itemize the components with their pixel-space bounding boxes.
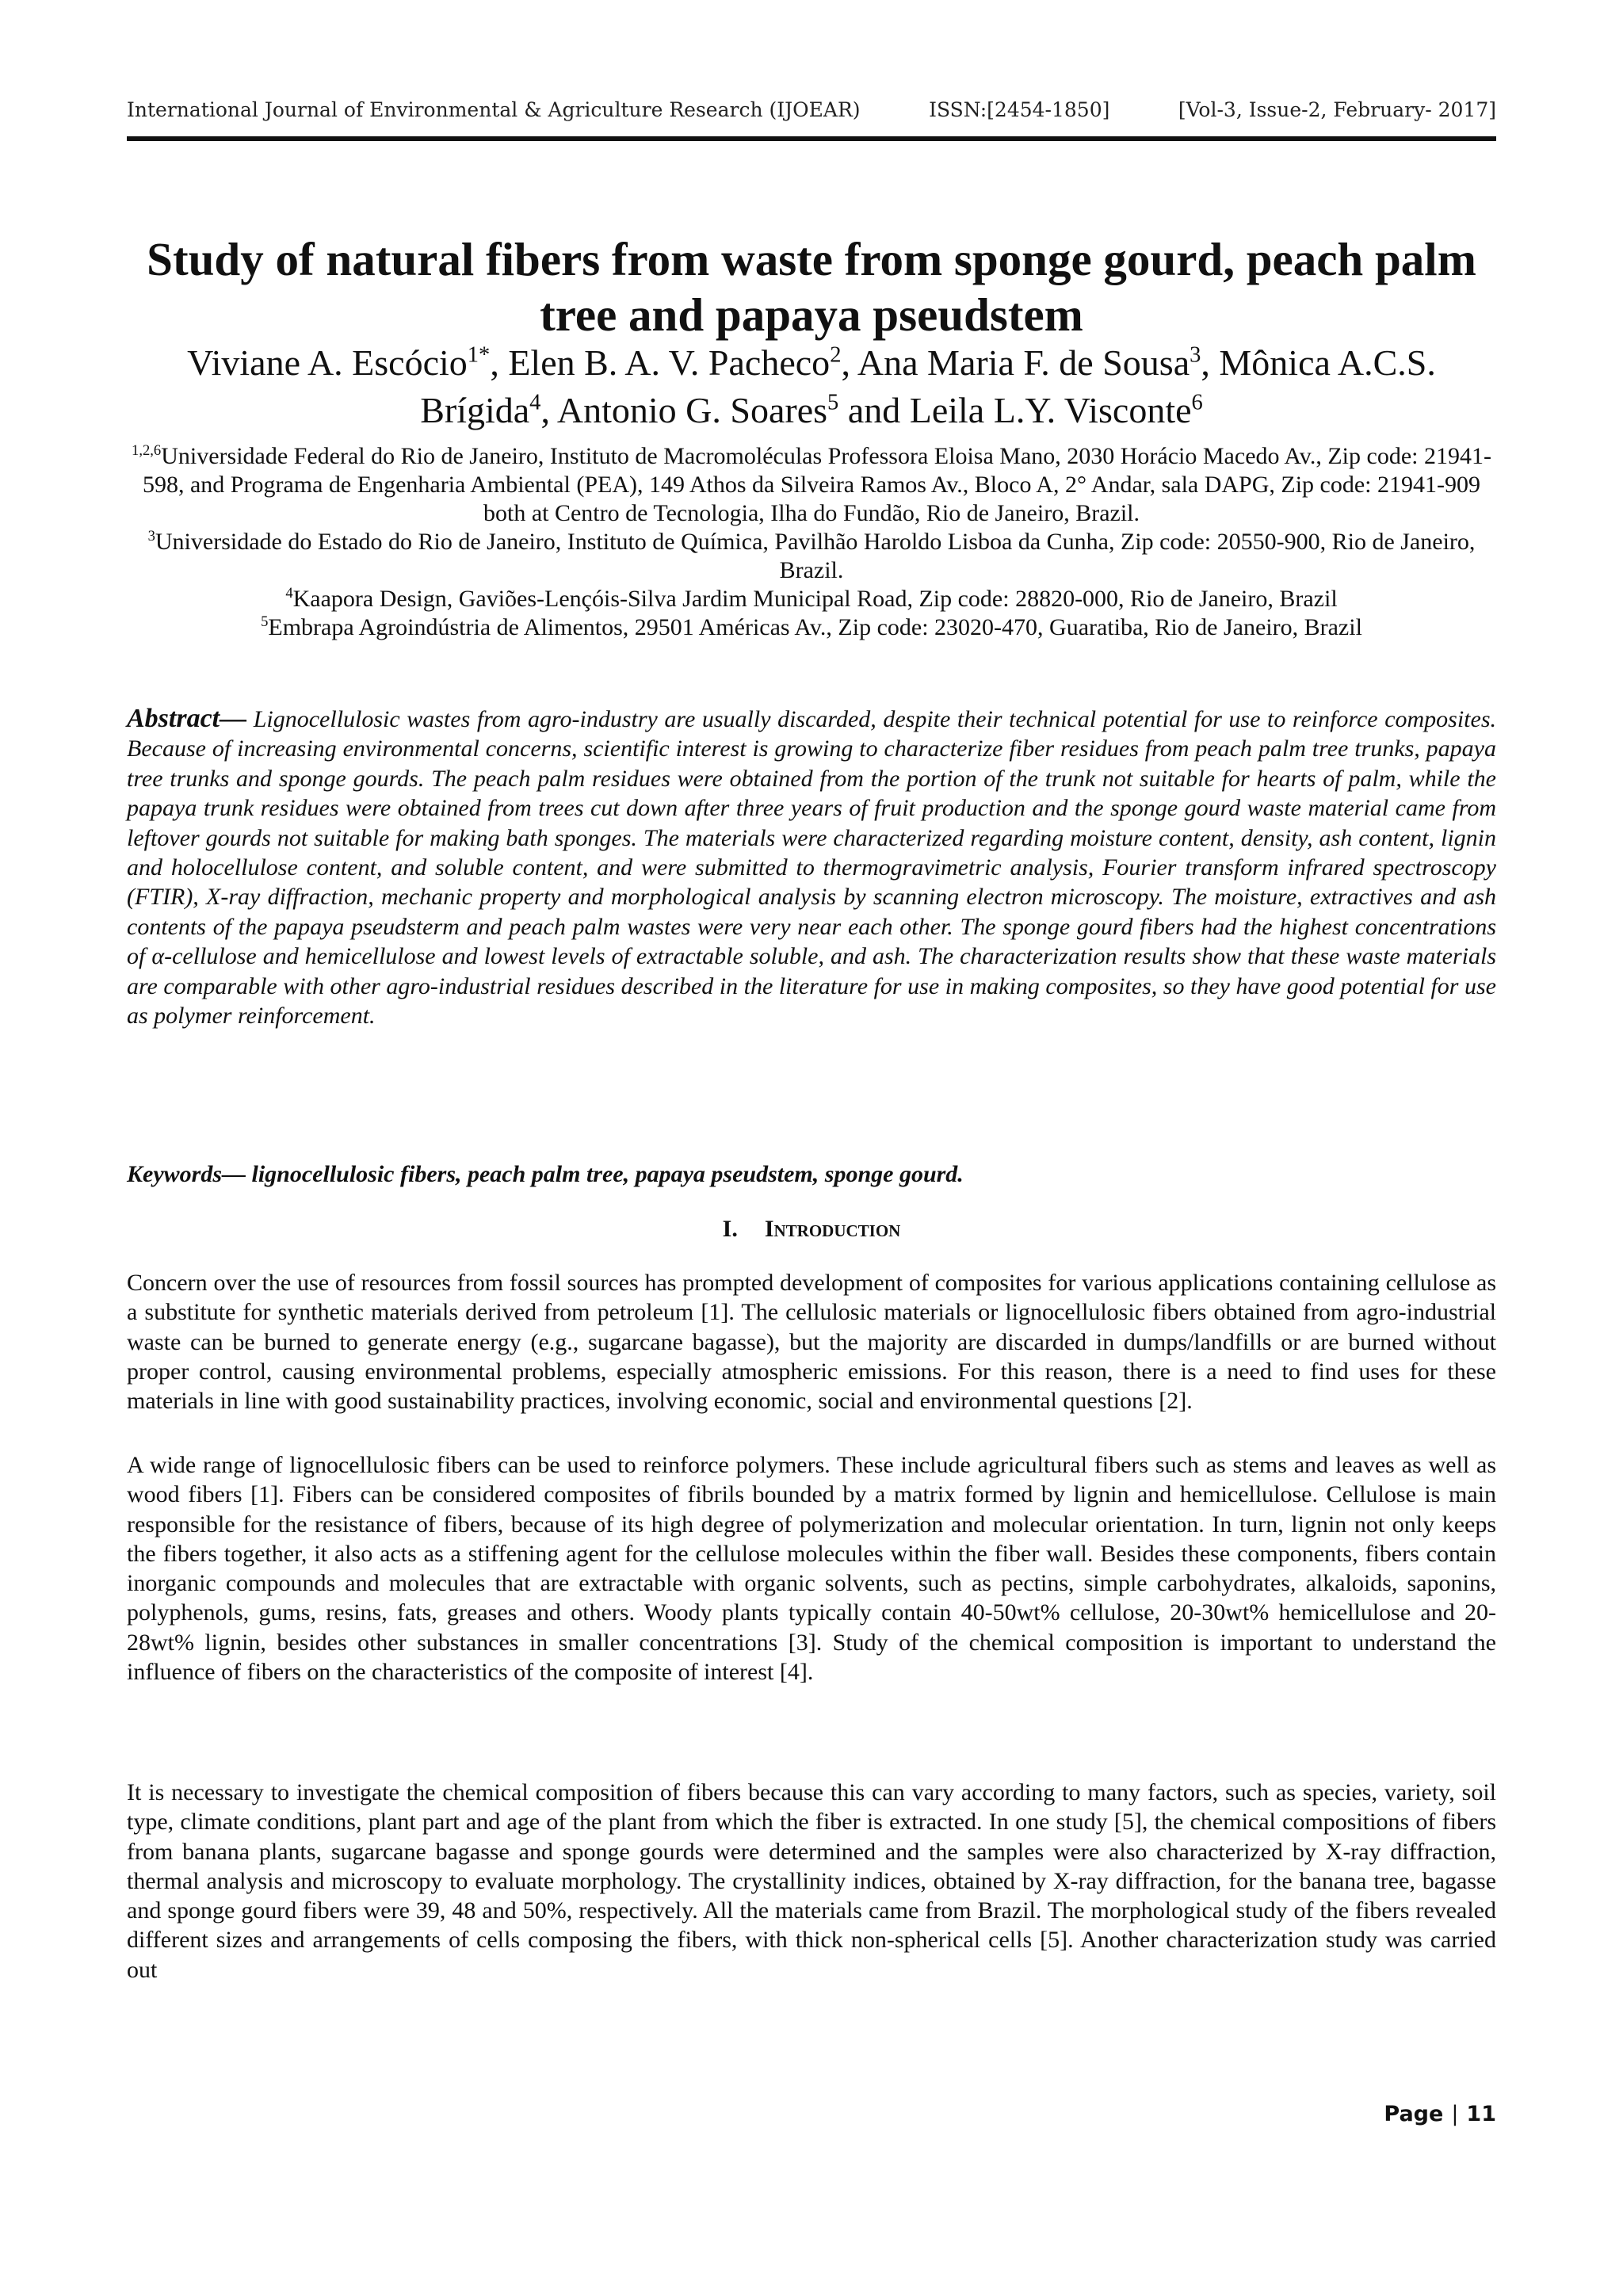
author-affiliation-mark: 2 [830, 342, 842, 368]
body-paragraph: A wide range of lignocellulosic fibers can be used to reinforce polymers. These include agricultural fibers such as stems and leaves as well as wood fibers [1]. Fibers can be considered composites of fibrils bounded by a matrix formed by lignin and hemicellulose. Cellulose is main responsible for the resistance of fibers, because of its high degree of polymerization and molecular orientation. In turn, lignin not only keeps the fibers together, it also acts as a stiffening agent for the cellulose molecules within the fiber wall. Besides these components, fibers contain inorganic compounds and molecules that are extractable with organic solvents, such as pectins, simple carbohydrates, alkaloids, saponins, polyphenols, gums, resins, fats, greases and others. Woody plants typically contain 40-50wt% cellulose, 20-30wt% hemicellulose and 20-28wt% lignin, besides other substances in smaller concentrations [3]. Study of the chemical composition is important to understand the influence of fibers on the characteristics of the composite of interest [4]. [127, 1452, 1496, 1686]
author-name: Mônica A.C.S. Brígida [420, 342, 1436, 430]
abstract-text: Lignocellulosic wastes from agro-industry are usually discarded, despite their technical potential for use to reinforce composites. Because of increasing environmental concerns, scientific interest is growing to characterize fiber residues from peach palm tree trunks, papaya tree trunks and sponge gourds. The peach palm residues were obtained from the portion of the trunk not suitable for hearts of palm, while the papaya trunk residues were obtained from trees cut down after three years of fruit production and the sponge gourd waste material came from leftover gourds not suitable for making bath sponges. The materials were characterized regarding moisture content, density, ash content, lignin and holocellulose content, and soluble content, and were submitted to thermogravimetric analysis, Fourier transform infrared spectroscopy (FTIR), X-ray diffraction, mechanic property and morphological analysis by scanning electron microscopy. The moisture, extractives and ash contents of the papaya pseudsterm and peach palm wastes were very near each other. The sponge gourd fibers had the highest concentrations of α-cellulose and hemicellulose and lowest levels of extractable soluble, and ash. The characterization results show that these waste materials are comparable with other agro-industrial residues described in the literature for use in making composites, so they have good potential for use as polymer reinforcement. [127, 706, 1497, 1030]
abstract-label: Abstract— [127, 704, 247, 733]
section-number: I. [722, 1216, 738, 1242]
affiliation: $^3$Universidade do Estado do Rio de Janeiro, Instituto de Química, Pavilhão Haroldo Lisboa da Cunha, Zip code: 20550-900, Rio de Janeiro, Brazil. [147, 528, 1476, 583]
body-paragraph: Concern over the use of resources from fossil sources has prompted development of composites for various applications containing cellulose as a substitute for synthetic materials derived from petroleum [1]. The cellulosic materials or lignocellulosic fibers obtained from agro-industrial waste can be burned to generate energy (e.g., sugarcane bagasse), but the majority are discarded in dumps/landfills or are burned without proper control, causing environmental problems, especially atmospheric emissions. For this reason, there is a need to find uses for these materials in line with good sustainability practices, involving economic, social and environmental questions [2]. [127, 1270, 1496, 1415]
author-affiliation-mark: 6 [1191, 390, 1203, 415]
affiliation: $^4$Kaapora Design, Gaviões-Lençóis-Silva Jardim Municipal Road, Zip code: 28820-000, Rio de Janeiro, Brazil [285, 585, 1338, 612]
author-name: Leila L.Y. Visconte [909, 390, 1192, 430]
author-name: Antonio G. Soares [556, 390, 828, 430]
keywords: Keywords— lignocellulosic fibers, peach palm tree, papaya pseudstem, sponge gourd. [127, 1161, 964, 1187]
author-affiliation-mark: 5 [827, 390, 839, 415]
running-header [127, 98, 1496, 121]
body-paragraph: It is necessary to investigate the chemical composition of fibers because this can vary according to many factors, such as species, variety, soil type, climate conditions, plant part and age of the plant from which the fiber is extracted. In one study [5], the chemical compositions of fibers from banana plants, sugarcane bagasse and sponge gourds were determined and the samples were also characterized by X-ray diffraction, thermal analysis and microscopy to evaluate morphology. The crystallinity indices, obtained by X-ray diffraction, for the banana tree, bagasse and sponge gourd fibers were 39, 48 and 50%, respectively. All the materials came from Brazil. The morphological study of the fibers revealed different sizes and arrangements of cells composing the fibers, with thick non-spherical cells [5]. Another characterization study was carried out [127, 1779, 1496, 1983]
issn: ISSN:[2454-1850] [929, 98, 1110, 121]
section-title: Introduction [764, 1216, 901, 1242]
journal-name: International Journal of Environmental & Agriculture Research (IJOEAR) [127, 98, 861, 121]
author-name: Elen B. A. V. Pacheco [508, 342, 831, 383]
author-name: Viviane A. Escócio [187, 342, 468, 383]
author-list: Viviane A. Escócio$^{1*}$, Elen B. A. V. Pacheco$^2$, Ana Maria F. de Sousa$^3$, Mônica A.C.S. Brígida$^4$, Antonio G. Soares$^5$ and Leila L.Y. Visconte$^6$ [187, 342, 1436, 430]
page-number: Page | 11 [1384, 2102, 1496, 2126]
affiliation: $^5$Embrapa Agroindústria de Alimentos, 29501 Américas Av., Zip code: 23020-470, Guaratiba, Rio de Janeiro, Brazil [261, 613, 1362, 640]
abstract [127, 704, 1496, 1030]
section-heading [127, 1214, 1496, 1244]
author-affiliation-mark: 1* [467, 342, 491, 368]
author-affiliation-mark: 3 [1190, 342, 1201, 368]
author-affiliation-mark: 4 [529, 390, 541, 415]
affiliation: $^{1,2,6}$Universidade Federal do Rio de Janeiro, Instituto de Macromoléculas Professora Eloisa Mano, 2030 Horácio Macedo Av., Zip code: 21941-598, and Programa de Engenharia Ambiental (PEA), 149 Athos da Silveira Ramos Av., Bloco A, 2° Andar, sala DAPG, Zip code: 21941-909 both at Centro de Tecnologia, Ilha do Fundão, Rio de Janeiro, Brazil. [132, 442, 1491, 526]
author-name: Ana Maria F. de Sousa [857, 342, 1190, 383]
volume-issue: [Vol-3, Issue-2, February- 2017] [1178, 98, 1496, 121]
paper-title: Study of natural fibers from waste from sponge gourd, peach palm tree and papaya pseudstem [147, 233, 1476, 341]
header-rule [127, 136, 1496, 141]
affiliation-list [127, 442, 1496, 642]
